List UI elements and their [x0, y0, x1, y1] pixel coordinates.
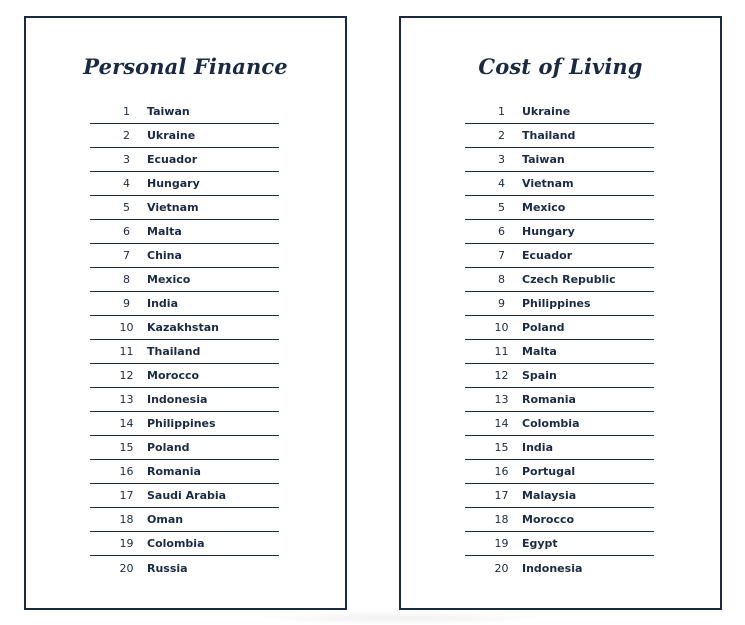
country-name: Vietnam — [147, 201, 199, 214]
rank-number: 16 — [119, 465, 134, 478]
country-name: Ecuador — [522, 249, 573, 262]
rank-number: 8 — [498, 273, 505, 286]
table-row — [90, 220, 279, 244]
country-name: Indonesia — [147, 393, 208, 406]
table-row — [90, 436, 279, 460]
rank-number: 17 — [494, 489, 509, 502]
table-row — [90, 388, 279, 412]
country-name: Malta — [147, 225, 182, 238]
country-name: Thailand — [147, 345, 201, 358]
country-name: Thailand — [522, 129, 576, 142]
table-row — [90, 340, 279, 364]
country-name: Malta — [522, 345, 557, 358]
table-row — [465, 508, 654, 532]
rank-number: 19 — [494, 537, 509, 550]
rank-number: 10 — [119, 321, 134, 334]
country-name: Romania — [522, 393, 576, 406]
table-row — [465, 532, 654, 556]
table-row — [465, 388, 654, 412]
table-row — [465, 220, 654, 244]
country-name: Mexico — [522, 201, 566, 214]
country-name: Poland — [522, 321, 565, 334]
rank-number: 10 — [494, 321, 509, 334]
cost-of-living-card — [399, 16, 722, 610]
country-name: Malaysia — [522, 489, 577, 502]
table-row — [465, 460, 654, 484]
rank-number: 6 — [498, 225, 505, 238]
table-row — [90, 148, 279, 172]
rank-number: 9 — [123, 297, 130, 310]
rank-number: 8 — [123, 273, 130, 286]
country-name: Kazakhstan — [147, 321, 219, 334]
country-name: India — [147, 297, 178, 310]
rank-number: 7 — [123, 249, 130, 262]
rank-number: 4 — [123, 177, 130, 190]
rank-number: 18 — [119, 513, 134, 526]
page-shadow — [250, 611, 550, 625]
table-row — [90, 100, 279, 124]
rank-number: 5 — [498, 201, 505, 214]
table-row — [465, 172, 654, 196]
country-name: India — [522, 441, 553, 454]
rank-number: 3 — [123, 153, 130, 166]
country-name: Taiwan — [522, 153, 565, 166]
rank-number: 2 — [123, 129, 130, 142]
rank-number: 4 — [498, 177, 505, 190]
rank-number: 18 — [494, 513, 509, 526]
country-name: Oman — [147, 513, 184, 526]
table-row — [465, 196, 654, 220]
rank-number: 16 — [494, 465, 509, 478]
rank-number: 15 — [119, 441, 134, 454]
rank-number: 13 — [119, 393, 134, 406]
table-row — [465, 268, 654, 292]
country-name: Spain — [522, 369, 557, 382]
personal-finance-card — [24, 16, 347, 610]
rank-number: 2 — [498, 129, 505, 142]
table-row — [90, 244, 279, 268]
table-row — [90, 460, 279, 484]
table-row — [90, 484, 279, 508]
rank-number: 19 — [119, 537, 134, 550]
country-name: China — [147, 249, 182, 262]
country-name: Philippines — [522, 297, 591, 310]
table-row — [90, 292, 279, 316]
country-name: Russia — [147, 561, 188, 575]
rank-number: 3 — [498, 153, 505, 166]
table-row — [90, 196, 279, 220]
rank-number: 1 — [123, 105, 130, 118]
rank-number: 13 — [494, 393, 509, 406]
rank-number: 14 — [494, 417, 509, 430]
country-name: Romania — [147, 465, 201, 478]
table-row — [465, 124, 654, 148]
table-row — [90, 268, 279, 292]
country-name: Czech Republic — [522, 273, 616, 286]
table-row — [465, 340, 654, 364]
rank-number: 12 — [494, 369, 509, 382]
country-name: Poland — [147, 441, 190, 454]
table-row — [465, 244, 654, 268]
card-title: Personal Finance — [83, 54, 288, 79]
table-row — [465, 556, 654, 580]
table-row — [90, 124, 279, 148]
table-row — [465, 484, 654, 508]
table-row — [465, 364, 654, 388]
rank-number: 20 — [494, 561, 509, 575]
rank-number: 11 — [119, 345, 134, 358]
table-row — [90, 316, 279, 340]
table-row — [465, 100, 654, 124]
country-name: Morocco — [147, 369, 200, 382]
country-name: Taiwan — [147, 105, 190, 118]
rank-number: 17 — [119, 489, 134, 502]
table-row — [90, 508, 279, 532]
table-row — [465, 316, 654, 340]
table-row — [465, 292, 654, 316]
rank-number: 1 — [498, 105, 505, 118]
table-row — [90, 412, 279, 436]
rank-number: 20 — [119, 561, 134, 575]
country-name: Hungary — [147, 177, 200, 190]
ranking-list — [90, 100, 279, 580]
country-name: Hungary — [522, 225, 575, 238]
country-name: Philippines — [147, 417, 216, 430]
table-row — [90, 556, 279, 580]
country-name: Saudi Arabia — [147, 489, 227, 502]
country-name: Morocco — [522, 513, 575, 526]
country-name: Egypt — [522, 537, 558, 550]
table-row — [90, 532, 279, 556]
country-name: Ecuador — [147, 153, 198, 166]
table-row — [465, 148, 654, 172]
rank-number: 11 — [494, 345, 509, 358]
rank-number: 15 — [494, 441, 509, 454]
rank-number: 7 — [498, 249, 505, 262]
ranking-list — [465, 100, 654, 580]
country-name: Colombia — [147, 537, 205, 550]
rank-number: 14 — [119, 417, 134, 430]
table-row — [465, 412, 654, 436]
table-row — [90, 172, 279, 196]
rank-number: 6 — [123, 225, 130, 238]
country-name: Colombia — [522, 417, 580, 430]
table-row — [465, 436, 654, 460]
rank-number: 12 — [119, 369, 134, 382]
card-title: Cost of Living — [478, 54, 643, 79]
rank-number: 5 — [123, 201, 130, 214]
country-name: Ukraine — [522, 105, 571, 118]
country-name: Mexico — [147, 273, 191, 286]
country-name: Vietnam — [522, 177, 574, 190]
country-name: Portugal — [522, 465, 576, 478]
rank-number: 9 — [498, 297, 505, 310]
country-name: Indonesia — [522, 561, 583, 575]
table-row — [90, 364, 279, 388]
country-name: Ukraine — [147, 129, 196, 142]
